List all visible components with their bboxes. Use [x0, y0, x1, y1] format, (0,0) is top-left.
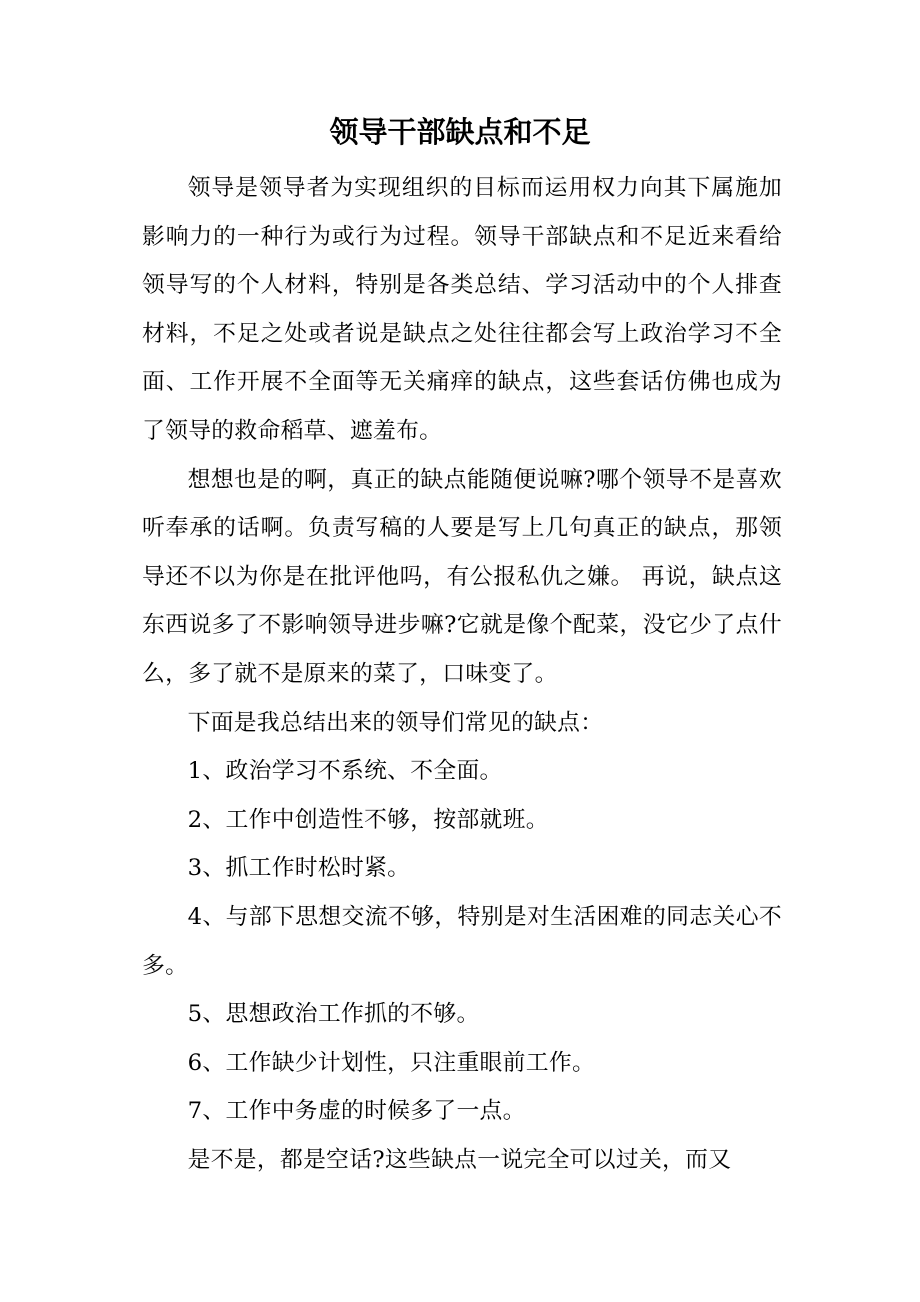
- list-item-3: 3、抓工作时松时紧。: [187, 855, 411, 882]
- list-item-2: 2、工作中创造性不够，按部就班。: [187, 806, 549, 833]
- document-body: [142, 164, 782, 1184]
- list-item-4: 4、与部下思想交流不够，特别是对生活困难的同志关心不多。: [142, 903, 782, 979]
- intro-paragraph: 领导是领导者为实现组织的目标而运用权力向其下属施加影响力的一种行为或行为过程。领导干部缺点和不足近来看给领导写的个人材料，特别是各类总结、学习活动中的个人排查材料，不足之处或者说是缺点之处往往都会写上政治学习不全面、工作开展不全面等无关痛痒的缺点，这些套话仿佛也成为了领导的救命稻草、遮羞布。: [142, 175, 782, 444]
- second-paragraph: 想想也是的啊，真正的缺点能随便说嘛?哪个领导不是喜欢听奉承的话啊。负责写稿的人要是写上几句真正的缺点，那领导还不以为你是在批评他吗，有公报私仇之嫌。 再说，缺点这东西说多了不影响领导进步嘛?它就是像个配菜，没它少了点什么，多了就不是原来的菜了，口味变了。: [142, 466, 782, 687]
- list-item-7: 7、工作中务虚的时候多了一点。: [187, 1098, 526, 1125]
- closing-paragraph: 是不是，都是空话?这些缺点一说完全可以过关，而又: [187, 1146, 732, 1173]
- list-item-6: 6、工作缺少计划性，只注重眼前工作。: [187, 1049, 596, 1076]
- document-title: 领导干部缺点和不足: [329, 115, 591, 149]
- list-intro-paragraph: 下面是我总结出来的领导们常见的缺点：: [187, 709, 604, 736]
- list-item-1: 1、政治学习不系统、不全面。: [187, 758, 503, 785]
- list-item-5: 5、思想政治工作抓的不够。: [187, 1001, 480, 1028]
